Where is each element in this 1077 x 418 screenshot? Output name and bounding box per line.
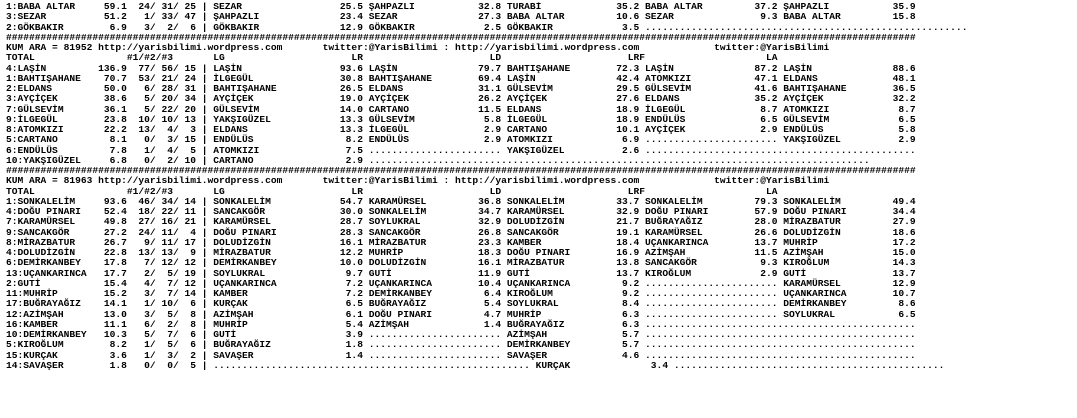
sheet-line: 11:MUHRİP 15.2 3/ 7/ 14 | KAMBER 7.2 DEMİRKANBEY 6.4 KIROĞLUM 9.2 ....................... UÇANKARINCA 10.7 <box>6 288 916 299</box>
column-header-line: TOTAL #1/#2/#3 LG LR LD LRF LA <box>6 52 778 64</box>
sheet-line: 10:YAKŞIGÜZEL 6.8 0/ 2/ 10 | CARTANO 2.9 ....................................................................................... <box>6 154 870 166</box>
sheet-line: 4:LAŞİN 136.9 77/ 56/ 15 | LAŞİN 93.6 LAŞİN 79.7 BAHTIŞAHANE 72.3 LAŞİN 87.2 LAŞİN 88.6 <box>6 62 916 74</box>
sheet-line: 4:DOLUDİZGİN 22.8 13/ 13/ 9 | MİRAZBATUR 12.2 MUHRİP 18.3 DOĞU PINARI 16.9 AZİMŞAH 11.5 AZİMŞAH 15.0 <box>6 247 916 258</box>
sheet-line: 14:SAVAŞER 1.8 0/ 0/ 5 | ....................................................... KURÇAK 3.4 ............................................... <box>6 359 945 371</box>
sheet-line: 8:ATOMKIZI 22.2 13/ 4/ 3 | ELDANS 13.3 İLGEGÜL 2.9 CARTANO 10.1 AYÇİÇEK 2.9 ENDÜLÜS 5.8 <box>6 124 916 135</box>
sheet-line: 3:AYÇİÇEK 38.6 5/ 20/ 34 | AYÇİÇEK 19.0 AYÇİÇEK 26.2 AYÇİÇEK 27.6 ELDANS 35.2 AYÇİÇEK 32.2 <box>6 93 916 105</box>
sheet-line: 4:DOĞU PINARI 52.4 18/ 22/ 11 | SANCAKGÖR 30.0 SONKALELİM 34.7 KARAMÜRSEL 32.9 DOĞU PINARI 57.9 DOĞU PINARI 34.4 <box>6 206 916 217</box>
race-header-line: KUM ARA = 81952 http://yarisbilimi.wordpress.com twitter:@YarisBilimi : http://yarisbilimi.wordpress.com twitter:@YarisBilimi <box>6 42 830 53</box>
sheet-line: 12:AZİMŞAH 13.0 3/ 5/ 8 | AZİMŞAH 6.1 DOĞU PINARI 4.7 MUHRİP 6.3 ....................... SOYLUKRAL 6.5 <box>6 308 916 320</box>
race-header-line: KUM ARA = 81963 http://yarisbilimi.wordpress.com twitter:@YarisBilimi : http://yarisbilimi.wordpress.com twitter:@YarisBilimi <box>6 175 830 187</box>
sheet-line: 6:ENDÜLÜS 7.8 1/ 4/ 5 | ATOMKIZI 7.5 ....................... YAKŞIGÜZEL 2.6 ............................................... <box>6 144 916 156</box>
sheet-line: 17:BUĞRAYAĞIZ 14.1 1/ 10/ 6 | KURÇAK 6.5 BUĞRAYAĞIZ 5.4 SOYLUKRAL 8.4 ....................... DEMİRKANBEY 8.6 <box>6 298 916 310</box>
sheet-line: 2:GUTİ 15.4 4/ 7/ 12 | UÇANKARINCA 7.2 UÇANKARINCA 10.4 UÇANKARINCA 9.2 ....................... KARAMÜRSEL 12.9 <box>6 277 916 289</box>
separator-line: ############################################################################################################################################################## <box>6 31 916 43</box>
sheet-line: 7:GÜLSEVİM 36.1 5/ 22/ 20 | GÜLSEVİM 14.0 CARTANO 11.5 ELDANS 18.9 İLGEGÜL 8.7 ATOMKIZI 8.7 <box>6 103 916 115</box>
sheet-line: 5:KIROĞLUM 8.2 1/ 5/ 6 | BUĞRAYAĞIZ 1.8 ....................... DEMİRKANBEY 5.7 ............................................... <box>6 339 916 351</box>
sheet-line: 5:CARTANO 8.1 0/ 3/ 15 | ENDÜLÜS 8.2 ENDÜLÜS 2.9 ATOMKIZI 6.9 ....................... YAKŞIGÜZEL 2.9 <box>6 134 916 146</box>
sheet-line: 1:SONKALELİM 93.6 46/ 34/ 14 | SONKALELİM 54.7 KARAMÜRSEL 36.8 SONKALELİM 33.7 SONKALELİM 79.3 SONKALELİM 49.4 <box>6 195 916 207</box>
separator-line: ############################################################################################################################################################## <box>6 165 916 176</box>
race-statistics-sheet <box>6 2 1074 416</box>
sheet-line: 3:SEZAR 51.2 1/ 33/ 47 | ŞAHPAZLI 23.4 SEZAR 27.3 BABA ALTAR 10.6 SEZAR 9.3 BABA ALTAR 15.8 <box>6 11 916 23</box>
sheet-line: 2:ELDANS 50.0 6/ 28/ 31 | BAHTIŞAHANE 26.5 ELDANS 31.1 GÜLSEVİM 29.5 GÜLSEVİM 41.6 BAHTIŞAHANE 36.5 <box>6 83 916 94</box>
sheet-line: 2:GÖKBAKIR 6.9 3/ 2/ 6 | GÖKBAKIR 12.9 GÖKBAKIR 2.5 GÖKBAKIR 3.5 ........................................................ <box>6 21 968 33</box>
sheet-line: 9:SANCAKGÖR 27.2 24/ 11/ 4 | DOĞU PINARI 28.3 SANCAKGÖR 26.8 SANCAKGÖR 19.1 KARAMÜRSEL 26.6 DOLUDİZGİN 18.6 <box>6 226 916 238</box>
sheet-line: 8:MİRAZBATUR 26.7 9/ 11/ 17 | DOLUDİZGİN 16.1 MİRAZBATUR 23.3 KAMBER 18.4 UÇANKARINCA 13.7 MUHRİP 17.2 <box>6 236 916 248</box>
sheet-line: 15:KURÇAK 3.6 1/ 3/ 2 | SAVAŞER 1.4 ....................... SAVAŞER 4.6 ............................................... <box>6 349 916 361</box>
sheet-line: 10:DEMİRKANBEY 10.3 5/ 7/ 6 | GUTİ 3.9 ....................... AZİMŞAH 5.7 ............................................... <box>6 329 916 340</box>
sheet-line: 9:İLGEGÜL 23.8 10/ 10/ 13 | YAKŞIGÜZEL 13.3 GÜLSEVİM 5.8 İLGEGÜL 18.9 ENDÜLÜS 6.5 GÜLSEVİM 6.5 <box>6 113 916 125</box>
column-header-line: TOTAL #1/#2/#3 LG LR LD LRF LA <box>6 185 778 197</box>
sheet-line: 1:BAHTIŞAHANE 70.7 53/ 21/ 24 | İLGEGÜL 30.8 BAHTIŞAHANE 69.4 LAŞİN 42.4 ATOMKIZI 47.1 ELDANS 48.1 <box>6 72 916 84</box>
sheet-line: 6:DEMİRKANBEY 17.8 7/ 12/ 12 | DEMİRKANBEY 10.0 DOLUDİZGİN 16.1 MİRAZBATUR 13.8 SANCAKGÖR 9.3 KIROĞLUM 14.3 <box>6 257 916 269</box>
sheet-line: 7:KARAMÜRSEL 49.8 27/ 16/ 21 | KARAMÜRSEL 28.7 SOYLUKRAL 32.9 DOLUDİZGİN 21.7 BUĞRAYAĞIZ 28.0 MİRAZBATUR 27.9 <box>6 216 916 228</box>
sheet-line: 16:KAMBER 11.1 6/ 2/ 8 | MUHRİP 5.4 AZİMŞAH 1.4 BUĞRAYAĞIZ 6.3 ............................................... <box>6 318 916 330</box>
sheet-line: 13:UÇANKARINCA 17.7 2/ 5/ 19 | SOYLUKRAL 9.7 GUTİ 11.9 GUTİ 13.7 KIROĞLUM 2.9 GUTİ 13.7 <box>6 267 916 279</box>
sheet-line: 1:BABA ALTAR 59.1 24/ 31/ 25 | SEZAR 25.5 ŞAHPAZLI 32.8 TURABİ 35.2 BABA ALTAR 37.2 ŞAHPAZLI 35.9 <box>6 2 916 12</box>
